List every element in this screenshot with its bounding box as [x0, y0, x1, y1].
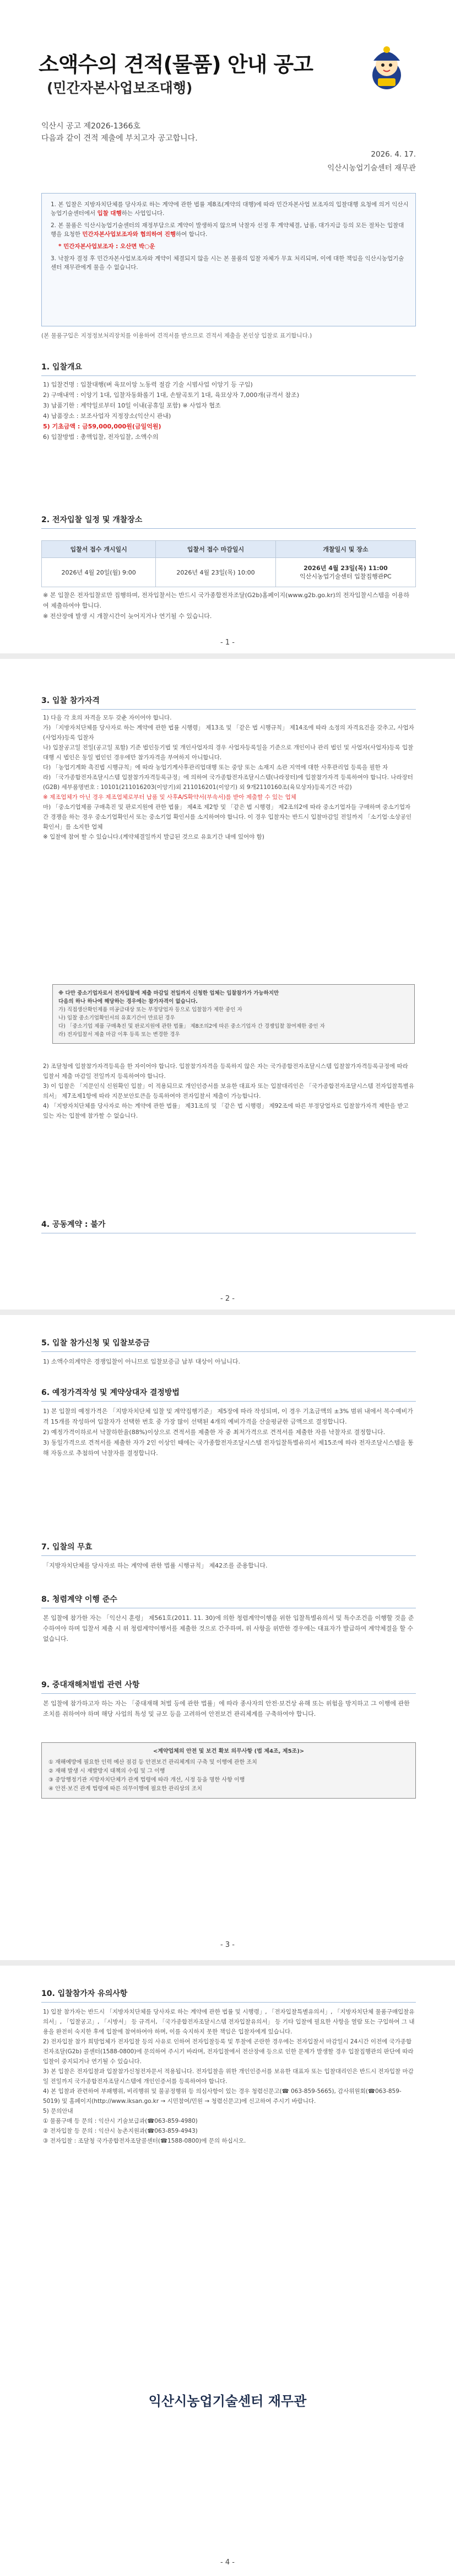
section-1-list: [43, 379, 415, 442]
list-item: ※ 제조업체가 아닌 경우 제조업체로부터 납품 및 사후A/S확약서(부속서)를 받아 제출할 수 있는 업체: [43, 794, 296, 801]
list-item: 3) 본 입찰은 전자입찰과 입찰참가신청전자문서 적용됩니다. 전자입찰을 위한 개인인증서를 보유한 대표자 또는 입찰대리인은 반드시 전자입찰 마감일 전일까지 국가종합전자조달시스템에 개인인증서를 등록하여야 합니다.: [43, 2068, 414, 2085]
list-item: ② 전자입찰 등 문의 : 익산시 농촌지원과(☎063-859-4943): [43, 2128, 198, 2134]
section-10-heading: 10. 입찰참가자 유의사항: [41, 1988, 416, 2003]
table-header-row: [42, 541, 416, 558]
open-datetime: 2026년 4월 20일(월) 9:00: [42, 558, 156, 587]
footnote: (본 물품구입은 지정정보처리장치를 이용하여 견적서를 받으므로 견적서 제출을 본인상 입찰로 표기합니다.): [41, 332, 312, 339]
page-separator: [0, 1310, 455, 1315]
eligibility-exception-box: [52, 984, 415, 1044]
safety-obligation-box: [41, 1742, 416, 1799]
section-5-heading: 5. 입찰 참가신청 및 입찰보증금: [41, 1337, 416, 1352]
list-item: 4) 본 입찰과 관련하여 부패행위, 비리행위 및 불공정행위 등 의심사항이 있는 경우 청렴신문고(☎ 063-859-5665), 감사위원회(☎063-859-5019) 및 홈페이지(http://www.iksan.go.kr → 시민참여/민원 → 청렴신문고)에 신고하여 주시기 바랍니다.: [43, 2088, 402, 2105]
page-1: [0, 0, 455, 653]
box-heading: <계약업체의 안전 및 보건 확보 의무사항 (법 제4조, 제5조)>: [153, 1748, 305, 1754]
list-item: 2) 조달청에 입찰참가자격등록을 한 자이어야 합니다. 입찰참가자격을 등록하지 않은 자는 국가종합전자조달시스템 입찰참가자격등록규정에 따라 입찰서 제출 마감일 전일까지 등록하여야 합니다.: [43, 1063, 408, 1080]
list-item: ③ 전자입찰 : 조달청 국가종합전자조달콜센터(☎1588-0800)에 문의 하십시오.: [43, 2138, 246, 2144]
section-8-text: 본 입찰에 참가한 자는 「익산시 훈령」 제561호(2011. 11. 30)에 의한 청렴계약이행을 위한 입찰특별유의서 및 특수조건을 이행할 것을 준수하여야 하며 입찰서 제출 시 위 청렴계약이행서를 제출한 것으로 간주하며, 위 사항을 위반한 경우에는 대표자가 발급하여 계약체결을 할 수 없습니다.: [43, 1614, 414, 1643]
list-item: 라) 「국가종합전자조달시스템 입찰참가자격등록규정」에 의하여 국가종합전자조달시스템(나라장터)에 입찰참가자격 등록하여야 합니다. 나라장터(G2B) 세부품명번호 : 10101(211016203(이앙기)외 211016201(이앙기) 외 9개2110160조(육묘상자)등록기간 마감): [43, 774, 413, 791]
list-item: 나) 입찰공고일 전일(공고일 포함) 기준 법인등기법 및 개인사업자의 경우 사업자등록일을 기준으로 개인이나 관리 법인 및 사업자(사업자)등록 입찰대행 시 법인은 동일 법인인 경우에만 참가자격을 부여하지 아니합니다.: [43, 744, 414, 761]
list-item: 1) 입찰 참가자는 반드시 「지방자치단체를 당사자로 하는 계약에 관한 법률 및 시행령」, 「전자입찰특별유의서」, 「지방자치단체 물품구매입찰유의서」, 「입찰공고」, 「시방서」 등 규격서, 「국가종합전자조달시스템 전자입찰유의서」 등 기타 입찰에 필요한 사항을 열람 또는 구입하여 그 내용을 완전히 숙지한 후에 입찰에 참여하여야 하며, 이를 숙지하지 못한 책임은 입찰자에게 있습니다.: [43, 2009, 415, 2035]
table-row: [42, 558, 416, 587]
notice-number: 익산시 공고 제2026-1366호: [41, 122, 140, 131]
list-item: ※ 다만 중소기업자로서 전자입찰에 제출 마감일 전일까지 신청한 업체는 입찰참가가 가능하지만: [58, 990, 279, 996]
page-number: - 2 -: [220, 1295, 235, 1303]
page-title: 소액수의 견적(물품) 안내 공고: [39, 52, 313, 77]
list-item: 마) 「중소기업제품 구매촉진 및 판로지원에 관한 법률」 제4조 제2항 및 「같은 법 시행령」 제2조의2에 따라 중소기업자들 구매하며 중소기업자간 경쟁을 하는 경우 중소기업확인서 또는 중소기업 확인서를 소지하여야 합니다. 이 경우 입찰자는 반드시 입찰마감일 전일까지 「소기업·소상공인 확인서」를 소지한 업체: [43, 804, 412, 830]
list-item: 라) 전자입찰서 제출 마감 이후 등록 또는 변경한 경우: [58, 1032, 180, 1038]
list-item: 다) 「중소기업 제품 구매촉진 및 판로지원에 관한 법률」 제8조의2에 따른 중소기업자 간 경쟁입찰 참여제한 중인 자: [58, 1023, 325, 1029]
section-5-item: 1) 소액수의계약은 경쟁입찰이 아니므로 입찰보증금 납부 대상이 아닙니다.: [43, 1358, 241, 1365]
list-item: 1) 입찰건명 : 입찰대행(벼 육묘이앙 노동력 절감 기술 시범사업 이앙기 등 구입): [43, 381, 253, 388]
list-item: 4) 「지방자치단체를 당사자로 하는 계약에 관한 법률」 제31조의 및 「같은 법 시행령」 제92조에 따른 부정당업자로 입찰참가자격 제한을 받고 있는 자는 입찰에 참가할 수 없습니다.: [43, 1103, 409, 1119]
page-subtitle: (민간자본사업보조대행): [47, 80, 193, 96]
table-header: 개찰일시 및 장소: [275, 541, 415, 558]
list-item: ※ 입찰에 참여 할 수 있습니다.(계약체결일까지 발급된 것으로 유효기간 내에 있어야 함): [43, 834, 264, 840]
list-item: 1) 본 입찰의 예정가격은 「지방자치단체 입찰 및 계약집행기준」 제5장에 따라 작성되며, 이 경우 기초금액의 ±3% 범위 내에서 복수예비가격 15개를 작성하여 입찰자가 선택한 번호 중 가장 많이 선택된 4개의 예비가격을 산술평균한 금액으로 결정합니다.: [43, 1408, 413, 1425]
mascot-icon: [361, 43, 412, 94]
notice-item-1: 1. 본 입찰은 지방자치단체를 당사자로 하는 계약에 관한 법률 제8조(계약의 대행)에 따라 민간자본사업 보조자의 입찰대행 요청에 의거 익산시농업기술센터에서 입찰 대행하는 사업입니다.: [51, 201, 409, 217]
page-4: [0, 1966, 455, 2576]
section-7-heading: 7. 입찰의 무효: [41, 1541, 416, 1556]
list-item: ② 재해 발생 시 재발방지 대책의 수립 및 그 이행: [48, 1768, 165, 1774]
section-2-heading: 2. 전자입찰 일정 및 개찰장소: [41, 514, 416, 529]
section-6-items: [43, 1406, 415, 1458]
intro-text: 다음과 같이 견적 제출에 부치고자 공고합니다.: [41, 134, 198, 143]
section-1-heading: 1. 입찰개요: [41, 361, 416, 376]
page-number: - 1 -: [220, 638, 235, 647]
section-8-heading: 8. 청렴계약 이행 준수: [41, 1593, 416, 1608]
table-header: 입찰서 접수 개시일시: [42, 541, 156, 558]
page-separator: [0, 1960, 455, 1966]
list-item: 가) 직접생산확인제품 미공급대상 또는 부정당업자 등으로 입찰참가 제한 중인 자: [58, 1007, 242, 1013]
section-2-note-1: ※ 본 입찰은 전자입찰로만 집행하며, 전자입찰서는 반드시 국가종합전자조달(G2b)홈페이지(www.g2b.go.kr)의 전자입찰시스템을 이용하여 제출하여야 합니다.: [43, 592, 410, 609]
list-item: ① 물품구매 등 문의 : 익산시 기술보급과(☎063-859-4980): [43, 2118, 198, 2124]
close-datetime: 2026년 4월 23일(목) 10:00: [156, 558, 276, 587]
notice-item-2-note: * 민간자본사업보조자 : 오산면 박○운: [58, 243, 155, 250]
section-9-text: 본 입찰에 참가하고자 하는 자는 「중대재해 처벌 등에 관한 법률」에 따라 종사자의 안전·보건상 유해 또는 위험을 방지하고 그 이행에 관한 조치를 취하여야 하며 해당 사업의 특성 및 규모 등을 고려하여 안전보건 관리체계를 구축하여야 합니다.: [43, 1700, 410, 1718]
section-2-note-2: ※ 전산장애 발생 시 개찰시간이 늦어지거나 연기될 수 있습니다.: [43, 613, 212, 620]
list-item: 3) 동일가격으로 견적서를 제출한 자가 2인 이상인 때에는 국가종합전자조달시스템 전자입찰특별유의서 제15조에 따라 전자조달시스템을 통해 자동으로 추첨하여 낙찰자를 결정합니다.: [43, 1439, 414, 1457]
section-10-items: [43, 2007, 415, 2146]
list-item-base-price: 5) 기초금액 : 금59,000,000원(금일억원): [43, 423, 161, 430]
notice-date: 2026. 4. 17.: [371, 150, 416, 159]
page-3: [0, 1315, 455, 1960]
page-number: - 3 -: [220, 1941, 235, 1949]
list-item: 2) 구매내역 : 이앙기 1대, 입찰자동화롤기 1대, 손탈곡토기 1대, 육묘상자 7,000개(규격서 참조): [43, 391, 300, 399]
list-item: 2) 예정가격이하로서 낙찰하한율(88%)이상으로 견적서를 제출한 자 중 최저가격으로 견적서를 제출한 자를 낙찰자로 결정합니다.: [43, 1429, 386, 1436]
list-item: 6) 입찰방법 : 총액입찰, 전자입찰, 소액수의: [43, 433, 159, 441]
opening-place: 2026년 4월 23일(목) 11:00 익산시농업기술센터 입찰집행관PC: [275, 558, 415, 587]
list-item: 다음의 하나 하나에 해당하는 경우에는 참가자격이 없습니다.: [58, 999, 198, 1005]
list-item: ① 재해예방에 필요한 인력 예산 점검 등 안전보건 관리체계의 구축 및 이행에 관한 조치: [48, 1759, 257, 1765]
list-item: 2) 전자입찰 참가 희망업체가 전자입찰 등의 사유로 인하여 전자입찰등록 및 투찰에 곤란한 경우에는 전자입찰서 마감일시 24시간 이전에 국가종합전자조달(G2b) 콜센터(1588-0800)에 문의하여 주시기 바라며, 전자입찰에서 전산장애 등으로 인한 문제가 발생할 경우 입찰집행관의 판단에 따라 입찰이 중지되거나 연기될 수 있습니다.: [43, 2038, 414, 2065]
page-separator: [0, 653, 455, 659]
list-item: 4) 납품장소 : 보조사업자 지정장소(익산시 관내): [43, 412, 171, 420]
notice-issuer: 익산시농업기술센터 재무관: [327, 164, 416, 173]
list-item: 다) 「농업기계화 촉진법 시행규칙」에 따라 농업기계사후관리업대행 또는 중앙 또는 소재지 소관 지역에 대한 사후관리업 등록을 필한 자: [43, 764, 388, 771]
list-item: ③ 중앙행정기관 지방자치단체가 관계 법령에 따라 개선, 시정 등을 명한 사항 이행: [48, 1777, 245, 1783]
section-3-heading: 3. 입찰 참가자격: [41, 695, 416, 710]
table-header: 입찰서 접수 마감일시: [156, 541, 276, 558]
list-item: 나) 입찰 중소기업확인서의 유효기간이 만료된 경우: [58, 1015, 175, 1021]
closing-issuer: 익산시농업기술센터 재무관: [148, 2393, 307, 2409]
schedule-table: [41, 540, 416, 587]
notice-item-2: 2. 본 물품은 익산시농업기술센터의 재정부담으로 계약이 발생하지 않으며 낙찰자 선정 후 계약체결, 납품, 대가지급 등의 모든 절차는 입찰대행을 요청한 민간자본사업보조자와 협의하여 진행하여 합니다.: [51, 222, 404, 238]
section-7-text: 「지방자치단체를 당사자로 하는 계약에 관한 법률 시행규칙」 제42조를 준용합니다.: [43, 1562, 268, 1569]
notice-item-3: 3. 낙찰자 결정 후 민간자본사업보조자와 계약이 체결되지 않을 시는 본 물품의 입찰 자체가 무효 처리되며, 이에 대한 책임을 익산시농업기술센터 재무관에게 물을 수 없습니다.: [51, 255, 404, 271]
list-item: 5) 문의안내: [43, 2108, 73, 2115]
page-2: [0, 659, 455, 1310]
section-3-items: [43, 713, 415, 842]
section-3-items-after: [43, 1061, 415, 1121]
page-number: - 4 -: [220, 2558, 235, 2567]
section-6-heading: 6. 예정가격작성 및 계약상대자 결정방법: [41, 1387, 416, 1402]
section-9-heading: 9. 중대재해처벌법 관련 사항: [41, 1679, 416, 1694]
list-item: 3) 납품기한 : 계약일로부터 10일 이내(공휴일 포함) ※ 사업자 협조: [43, 402, 221, 409]
list-item: ④ 안전·보건 관계 법령에 따른 의무이행에 필요한 관리상의 조치: [48, 1786, 203, 1792]
section-4-heading: 4. 공동계약 : 불가: [41, 1219, 416, 1233]
list-item: 1) 다음 각 호의 자격을 모두 갖춘 자이어야 합니다.: [43, 715, 172, 721]
list-item: 가) 「지방자치단체를 당사자로 하는 계약에 관한 법률 시행령」 제13조 및 「같은 법 시행규칙」 제14조에 따라 소정의 자격요건을 갖추고, 사업자(사업자)등록 입찰자: [43, 724, 414, 741]
list-item: 3) 이 입찰은 「지문인식 신원확인 입찰」이 적용되므로 개인인증서를 보유한 대표자 또는 입찰대리인은 「국가종합전자조달시스템 전자입찰특별유의서」 제7조제1항에 따라 지문보안토큰을 등록하여야 전자입찰서 제출이 가능합니다.: [43, 1083, 414, 1099]
notice-box: [41, 193, 416, 326]
